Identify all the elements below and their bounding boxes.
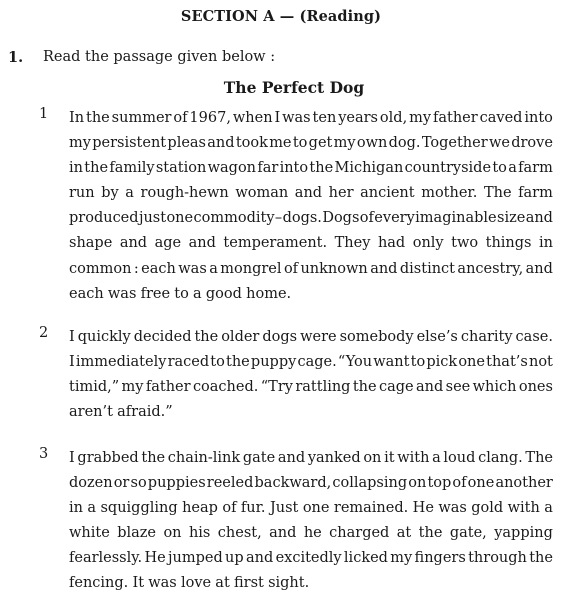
- word: summer: [111, 110, 172, 126]
- word: far: [257, 160, 279, 177]
- word: :: [133, 260, 139, 277]
- word: family: [109, 160, 155, 177]
- word: decided: [133, 329, 192, 345]
- word: get: [308, 135, 333, 152]
- word: was: [178, 260, 207, 277]
- word: 1967,: [189, 110, 231, 126]
- paragraph-line: [69, 257, 553, 282]
- word: a: [125, 185, 134, 202]
- word: cage: [378, 379, 414, 396]
- word: remained.: [333, 500, 409, 517]
- word: I: [69, 354, 75, 371]
- word: father: [432, 110, 478, 126]
- word: two: [451, 235, 479, 252]
- word: so: [130, 475, 147, 492]
- word: clang.: [478, 450, 523, 466]
- word: we: [488, 135, 510, 152]
- word: chain-link: [167, 450, 241, 466]
- paragraph-line: [69, 131, 553, 156]
- word: to: [410, 354, 426, 371]
- word: commodity: [193, 210, 275, 227]
- word: to: [210, 354, 225, 371]
- word: run: [69, 185, 95, 202]
- word: farm: [518, 185, 553, 202]
- word: They: [334, 235, 371, 252]
- paragraph-line: [69, 375, 553, 400]
- word: a: [432, 450, 441, 466]
- word: took: [235, 135, 268, 152]
- word: Dogs: [322, 210, 360, 227]
- word: common: [69, 260, 132, 277]
- word: her: [328, 185, 354, 202]
- word: just: [138, 210, 167, 227]
- word: grabbed: [77, 450, 139, 466]
- word: quickly: [77, 329, 131, 345]
- word: on: [408, 475, 427, 492]
- word: somebody: [339, 329, 414, 345]
- word: to: [492, 160, 507, 177]
- word: my: [69, 135, 91, 152]
- word: farm: [518, 160, 553, 177]
- word: and: [370, 260, 398, 277]
- word: when: [232, 110, 273, 126]
- word: shape: [69, 235, 113, 252]
- word: my: [333, 135, 356, 152]
- word: my: [390, 550, 413, 567]
- word: ancestry,: [457, 260, 524, 277]
- word: older: [221, 329, 260, 345]
- word: not: [528, 354, 553, 371]
- question-number: 1.: [8, 49, 24, 66]
- word: gate: [242, 450, 276, 466]
- word: one: [458, 354, 485, 371]
- word: station: [155, 160, 207, 177]
- word: the: [352, 379, 377, 396]
- word: He: [144, 550, 166, 567]
- word: fingers: [414, 550, 466, 567]
- word: collapsing: [332, 475, 408, 492]
- word: a: [544, 500, 553, 517]
- word: it: [384, 450, 395, 466]
- word: my: [409, 110, 432, 126]
- word: the: [84, 160, 109, 177]
- word: reeled: [206, 475, 254, 492]
- word: on: [363, 450, 382, 466]
- word: see: [445, 379, 471, 396]
- word: one: [302, 500, 330, 517]
- word: persistent: [92, 135, 167, 152]
- word: dozen: [69, 475, 113, 492]
- word: mongrel: [220, 260, 282, 277]
- word: of: [283, 260, 299, 277]
- word: dog.: [388, 135, 421, 152]
- word: distinct: [399, 260, 455, 277]
- word: caved: [479, 110, 523, 126]
- word: and: [294, 185, 323, 202]
- word: yapping: [494, 525, 553, 542]
- word: produced: [69, 210, 139, 227]
- word: cage.: [297, 354, 337, 371]
- word: backward,: [254, 475, 332, 492]
- word: and: [245, 550, 274, 567]
- word: one: [467, 475, 495, 492]
- word: yanked: [307, 450, 361, 466]
- word: dogs.: [282, 210, 322, 227]
- word: chest,: [217, 525, 262, 542]
- word: jumped: [168, 550, 223, 567]
- paragraph-line: [69, 546, 553, 571]
- word: puppies: [147, 475, 206, 492]
- word: in: [69, 160, 83, 177]
- word: –: [274, 210, 283, 227]
- paragraph-number: 2: [39, 325, 49, 341]
- word: gold: [471, 500, 504, 517]
- paragraph-text: [69, 446, 553, 597]
- word: raced: [167, 354, 210, 371]
- paragraph-line: [69, 446, 553, 471]
- word: charged: [329, 525, 390, 542]
- word: of: [173, 110, 188, 126]
- word: Together: [421, 135, 488, 152]
- word: in: [539, 235, 553, 252]
- word: wagon: [207, 160, 257, 177]
- word: drove: [511, 135, 553, 152]
- word: of: [222, 500, 237, 517]
- word: and: [207, 135, 235, 152]
- word: the: [529, 550, 553, 567]
- word: Michigan: [334, 160, 404, 177]
- paragraph-line: each was free to a good home.: [69, 285, 292, 302]
- paragraph-line: [69, 106, 553, 131]
- word: a: [87, 500, 97, 517]
- word: countryside: [404, 160, 492, 177]
- paragraph-line: [69, 471, 553, 496]
- word: into: [279, 160, 309, 177]
- word: the: [226, 354, 250, 371]
- word: white: [69, 525, 110, 542]
- paragraph-line: [69, 325, 553, 350]
- word: ten: [312, 110, 337, 126]
- word: want: [373, 354, 410, 371]
- word: charity: [460, 329, 513, 345]
- word: mother.: [421, 185, 478, 202]
- word: things: [485, 235, 532, 252]
- word: else’s: [416, 329, 458, 345]
- word: up: [225, 550, 244, 567]
- paragraph-line: [69, 350, 553, 375]
- section-heading: SECTION A — (Reading): [180, 8, 382, 25]
- word: and: [525, 260, 553, 277]
- word: and: [269, 525, 297, 542]
- word: at: [396, 525, 412, 542]
- word: by: [101, 185, 119, 202]
- word: I: [69, 329, 75, 345]
- word: was: [438, 500, 467, 517]
- word: woman: [235, 185, 289, 202]
- word: top: [427, 475, 452, 492]
- word: he: [303, 525, 322, 542]
- word: size: [497, 210, 526, 227]
- word: squiggling: [100, 500, 178, 517]
- word: on: [163, 525, 182, 542]
- word: and: [525, 210, 553, 227]
- word: in: [69, 500, 83, 517]
- word: with: [397, 450, 430, 466]
- word: to: [292, 135, 308, 152]
- word: a: [209, 260, 218, 277]
- word: the: [309, 160, 334, 177]
- paragraph-number: 3: [39, 446, 49, 462]
- word: the: [86, 110, 110, 126]
- word: In: [69, 110, 85, 126]
- word: fearlessly.: [69, 550, 143, 567]
- paragraph-line: [69, 206, 553, 231]
- word: only: [412, 235, 444, 252]
- word: Just: [269, 500, 299, 517]
- word: one: [166, 210, 194, 227]
- word: case.: [515, 329, 553, 345]
- word: age: [154, 235, 182, 252]
- paragraph-line: [69, 156, 553, 181]
- word: He: [412, 500, 434, 517]
- word: temperament.: [223, 235, 328, 252]
- word: every: [374, 210, 415, 227]
- paragraph-line: [69, 231, 553, 256]
- word: father: [145, 379, 191, 396]
- word: pleas: [167, 135, 206, 152]
- word: a: [508, 160, 517, 177]
- word: The: [525, 450, 553, 466]
- paragraph-text: [69, 106, 553, 307]
- word: me: [269, 135, 292, 152]
- word: into: [524, 110, 553, 126]
- word: of: [452, 475, 467, 492]
- passage-title: The Perfect Dog: [223, 78, 365, 97]
- word: imaginable: [415, 210, 497, 227]
- word: had: [377, 235, 406, 252]
- word: each: [141, 260, 176, 277]
- word: unknown: [300, 260, 368, 277]
- word: that’s: [486, 354, 528, 371]
- word: rattling: [295, 379, 351, 396]
- word: and: [416, 379, 444, 396]
- paragraph-number: 1: [39, 106, 49, 122]
- word: ones: [518, 379, 553, 396]
- paragraph-line: [69, 181, 553, 206]
- word: years: [338, 110, 378, 126]
- paragraph-line: fencing. It was love at first sight.: [69, 575, 310, 592]
- word: puppy: [250, 354, 297, 371]
- word: old,: [379, 110, 408, 126]
- word: with: [507, 500, 540, 517]
- paragraph-line: [69, 521, 553, 546]
- word: loud: [443, 450, 476, 466]
- word: the: [418, 525, 443, 542]
- word: heap: [182, 500, 218, 517]
- word: and: [119, 235, 148, 252]
- word: through: [468, 550, 527, 567]
- question-instruction: Read the passage given below :: [43, 49, 276, 65]
- word: gate,: [449, 525, 487, 542]
- word: and: [188, 235, 216, 252]
- word: was: [282, 110, 311, 126]
- word: licked: [343, 550, 388, 567]
- word: I: [274, 110, 281, 126]
- word: which: [472, 379, 517, 396]
- word: were: [300, 329, 337, 345]
- word: or: [113, 475, 130, 492]
- word: ancient: [360, 185, 415, 202]
- word: rough-hewn: [140, 185, 229, 202]
- word: dogs: [262, 329, 298, 345]
- paragraph-line: aren’t afraid.”: [69, 404, 173, 421]
- word: the: [141, 450, 166, 466]
- word: own: [356, 135, 388, 152]
- word: “You: [337, 354, 373, 371]
- word: fur.: [240, 500, 266, 517]
- word: the: [194, 329, 219, 345]
- word: “Try: [260, 379, 293, 396]
- word: The: [483, 185, 512, 202]
- word: timid,”: [69, 379, 120, 396]
- word: of: [359, 210, 374, 227]
- paragraph-line: [69, 496, 553, 521]
- word: my: [121, 379, 144, 396]
- word: blaze: [117, 525, 157, 542]
- paragraph-text: [69, 325, 553, 425]
- word: his: [188, 525, 211, 542]
- word: excitedly: [275, 550, 342, 567]
- word: another: [495, 475, 553, 492]
- word: pick: [426, 354, 458, 371]
- word: coached.: [192, 379, 259, 396]
- word: and: [277, 450, 306, 466]
- word: I: [69, 450, 75, 466]
- word: immediately: [75, 354, 167, 371]
